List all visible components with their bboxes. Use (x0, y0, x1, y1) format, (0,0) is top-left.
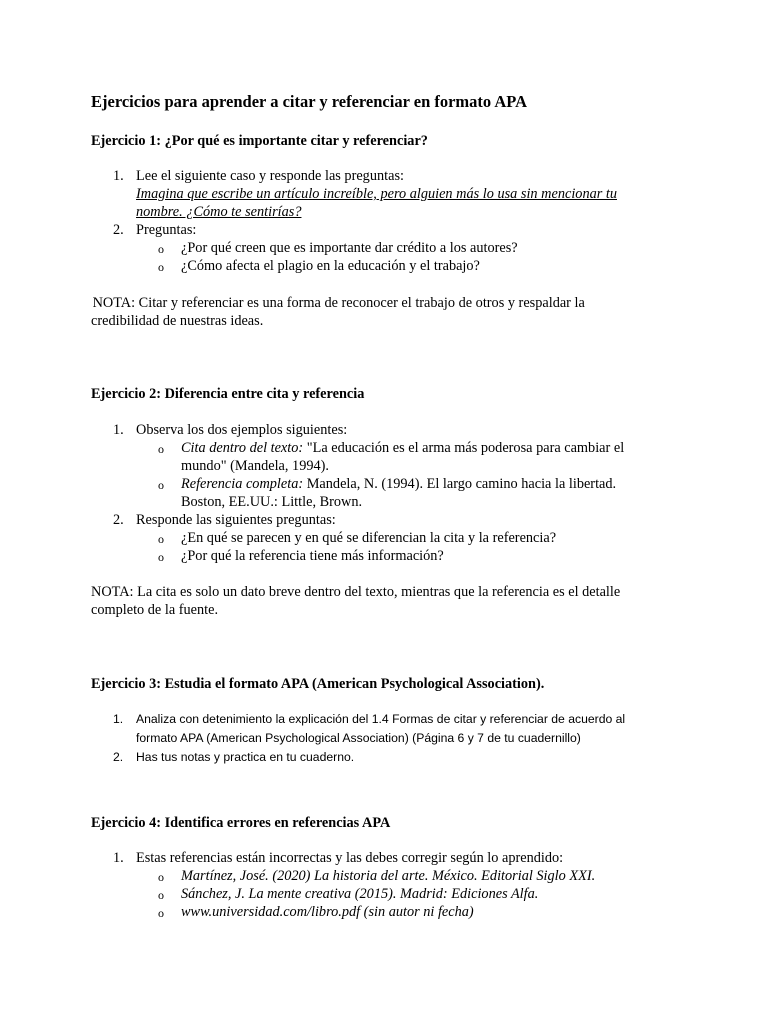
reference-item: www.universidad.com/libro.pdf (sin autor ni fecha) (181, 904, 474, 920)
example-citation-label: Cita dentro del texto: (181, 440, 304, 456)
case-quote-line-2: nombre. ¿Cómo te sentirías? (136, 204, 302, 220)
question-item: ¿En qué se parecen y en qué se diferencian la cita y la referencia? (181, 530, 557, 546)
bullet-icon: o (158, 478, 164, 492)
list-item-text-line-2: formato APA (American Psychological Association) (Página 6 y 7 de tu cuadernillo) (136, 731, 581, 745)
list-number: 2. (113, 222, 124, 238)
bullet-icon: o (158, 550, 164, 564)
reference-item: Martínez, José. (2020) La historia del arte. México. Editorial Siglo XXI. (181, 868, 596, 884)
list-number: 1. (113, 168, 124, 184)
list-number: 1. (113, 712, 124, 726)
exercise-4-heading: Ejercicio 4: Identifica errores en referencias APA (91, 815, 391, 831)
example-reference-label: Referencia completa: (181, 476, 304, 492)
example-reference-line-2: Boston, EE.UU.: Little, Brown. (181, 494, 363, 510)
example-citation-line-2: mundo" (Mandela, 1994). (181, 458, 329, 474)
question-item: ¿Cómo afecta el plagio en la educación y el trabajo? (181, 258, 480, 274)
list-item-text: Estas referencias están incorrectas y las debes corregir según lo aprendido: (136, 850, 564, 866)
reference-item: Sánchez, J. La mente creativa (2015). Madrid: Ediciones Alfa. (181, 886, 539, 902)
list-item-text: Observa los dos ejemplos siguientes: (136, 422, 348, 438)
list-item-text: Has tus notas y practica en tu cuaderno. (136, 750, 355, 764)
bullet-icon: o (158, 870, 164, 884)
exercise-2-heading: Ejercicio 2: Diferencia entre cita y referencia (91, 386, 365, 402)
bullet-icon: o (158, 888, 164, 902)
list-number: 2. (113, 750, 124, 764)
list-item-text: Responde las siguientes preguntas: (136, 512, 336, 528)
list-number: 2. (113, 512, 124, 528)
bullet-icon: o (158, 442, 164, 456)
question-item: ¿Por qué creen que es importante dar crédito a los autores? (181, 240, 518, 256)
exercise-3-heading: Ejercicio 3: Estudia el formato APA (American Psychological Association). (91, 676, 545, 692)
document-title: Ejercicios para aprender a citar y referenciar en formato APA (91, 92, 528, 111)
list-item-text: Preguntas: (136, 222, 197, 238)
bullet-icon: o (158, 260, 164, 274)
list-number: 1. (113, 850, 124, 866)
bullet-icon: o (158, 532, 164, 546)
case-quote-line-1: Imagina que escribe un artículo increíble, pero alguien más lo usa sin mencionar tu (136, 186, 617, 202)
example-reference-text: Mandela, N. (1994). El largo camino hacia la libertad. (303, 476, 617, 492)
example-citation-text: "La educación es el arma más poderosa para cambiar el (303, 440, 625, 456)
question-item: ¿Por qué la referencia tiene más información? (181, 548, 444, 564)
note-line-2: completo de la fuente. (91, 602, 219, 618)
note-line-1: NOTA: Citar y referenciar es una forma de reconocer el trabajo de otros y respaldar la (89, 295, 585, 311)
example-citation (181, 439, 624, 457)
bullet-icon: o (158, 906, 164, 920)
example-reference (181, 475, 616, 493)
bullet-icon: o (158, 242, 164, 256)
list-number: 1. (113, 422, 124, 438)
exercise-1-heading: Ejercicio 1: ¿Por qué es importante citar y referenciar? (91, 133, 428, 149)
note-line-1: NOTA: La cita es solo un dato breve dentro del texto, mientras que la referencia es el detalle (91, 584, 621, 600)
note-line-2: credibilidad de nuestras ideas. (91, 313, 264, 329)
list-item-text: Lee el siguiente caso y responde las preguntas: (136, 168, 404, 184)
list-item-text-line-1: Analiza con detenimiento la explicación del 1.4 Formas de citar y referenciar de acuerdo al (136, 712, 626, 726)
